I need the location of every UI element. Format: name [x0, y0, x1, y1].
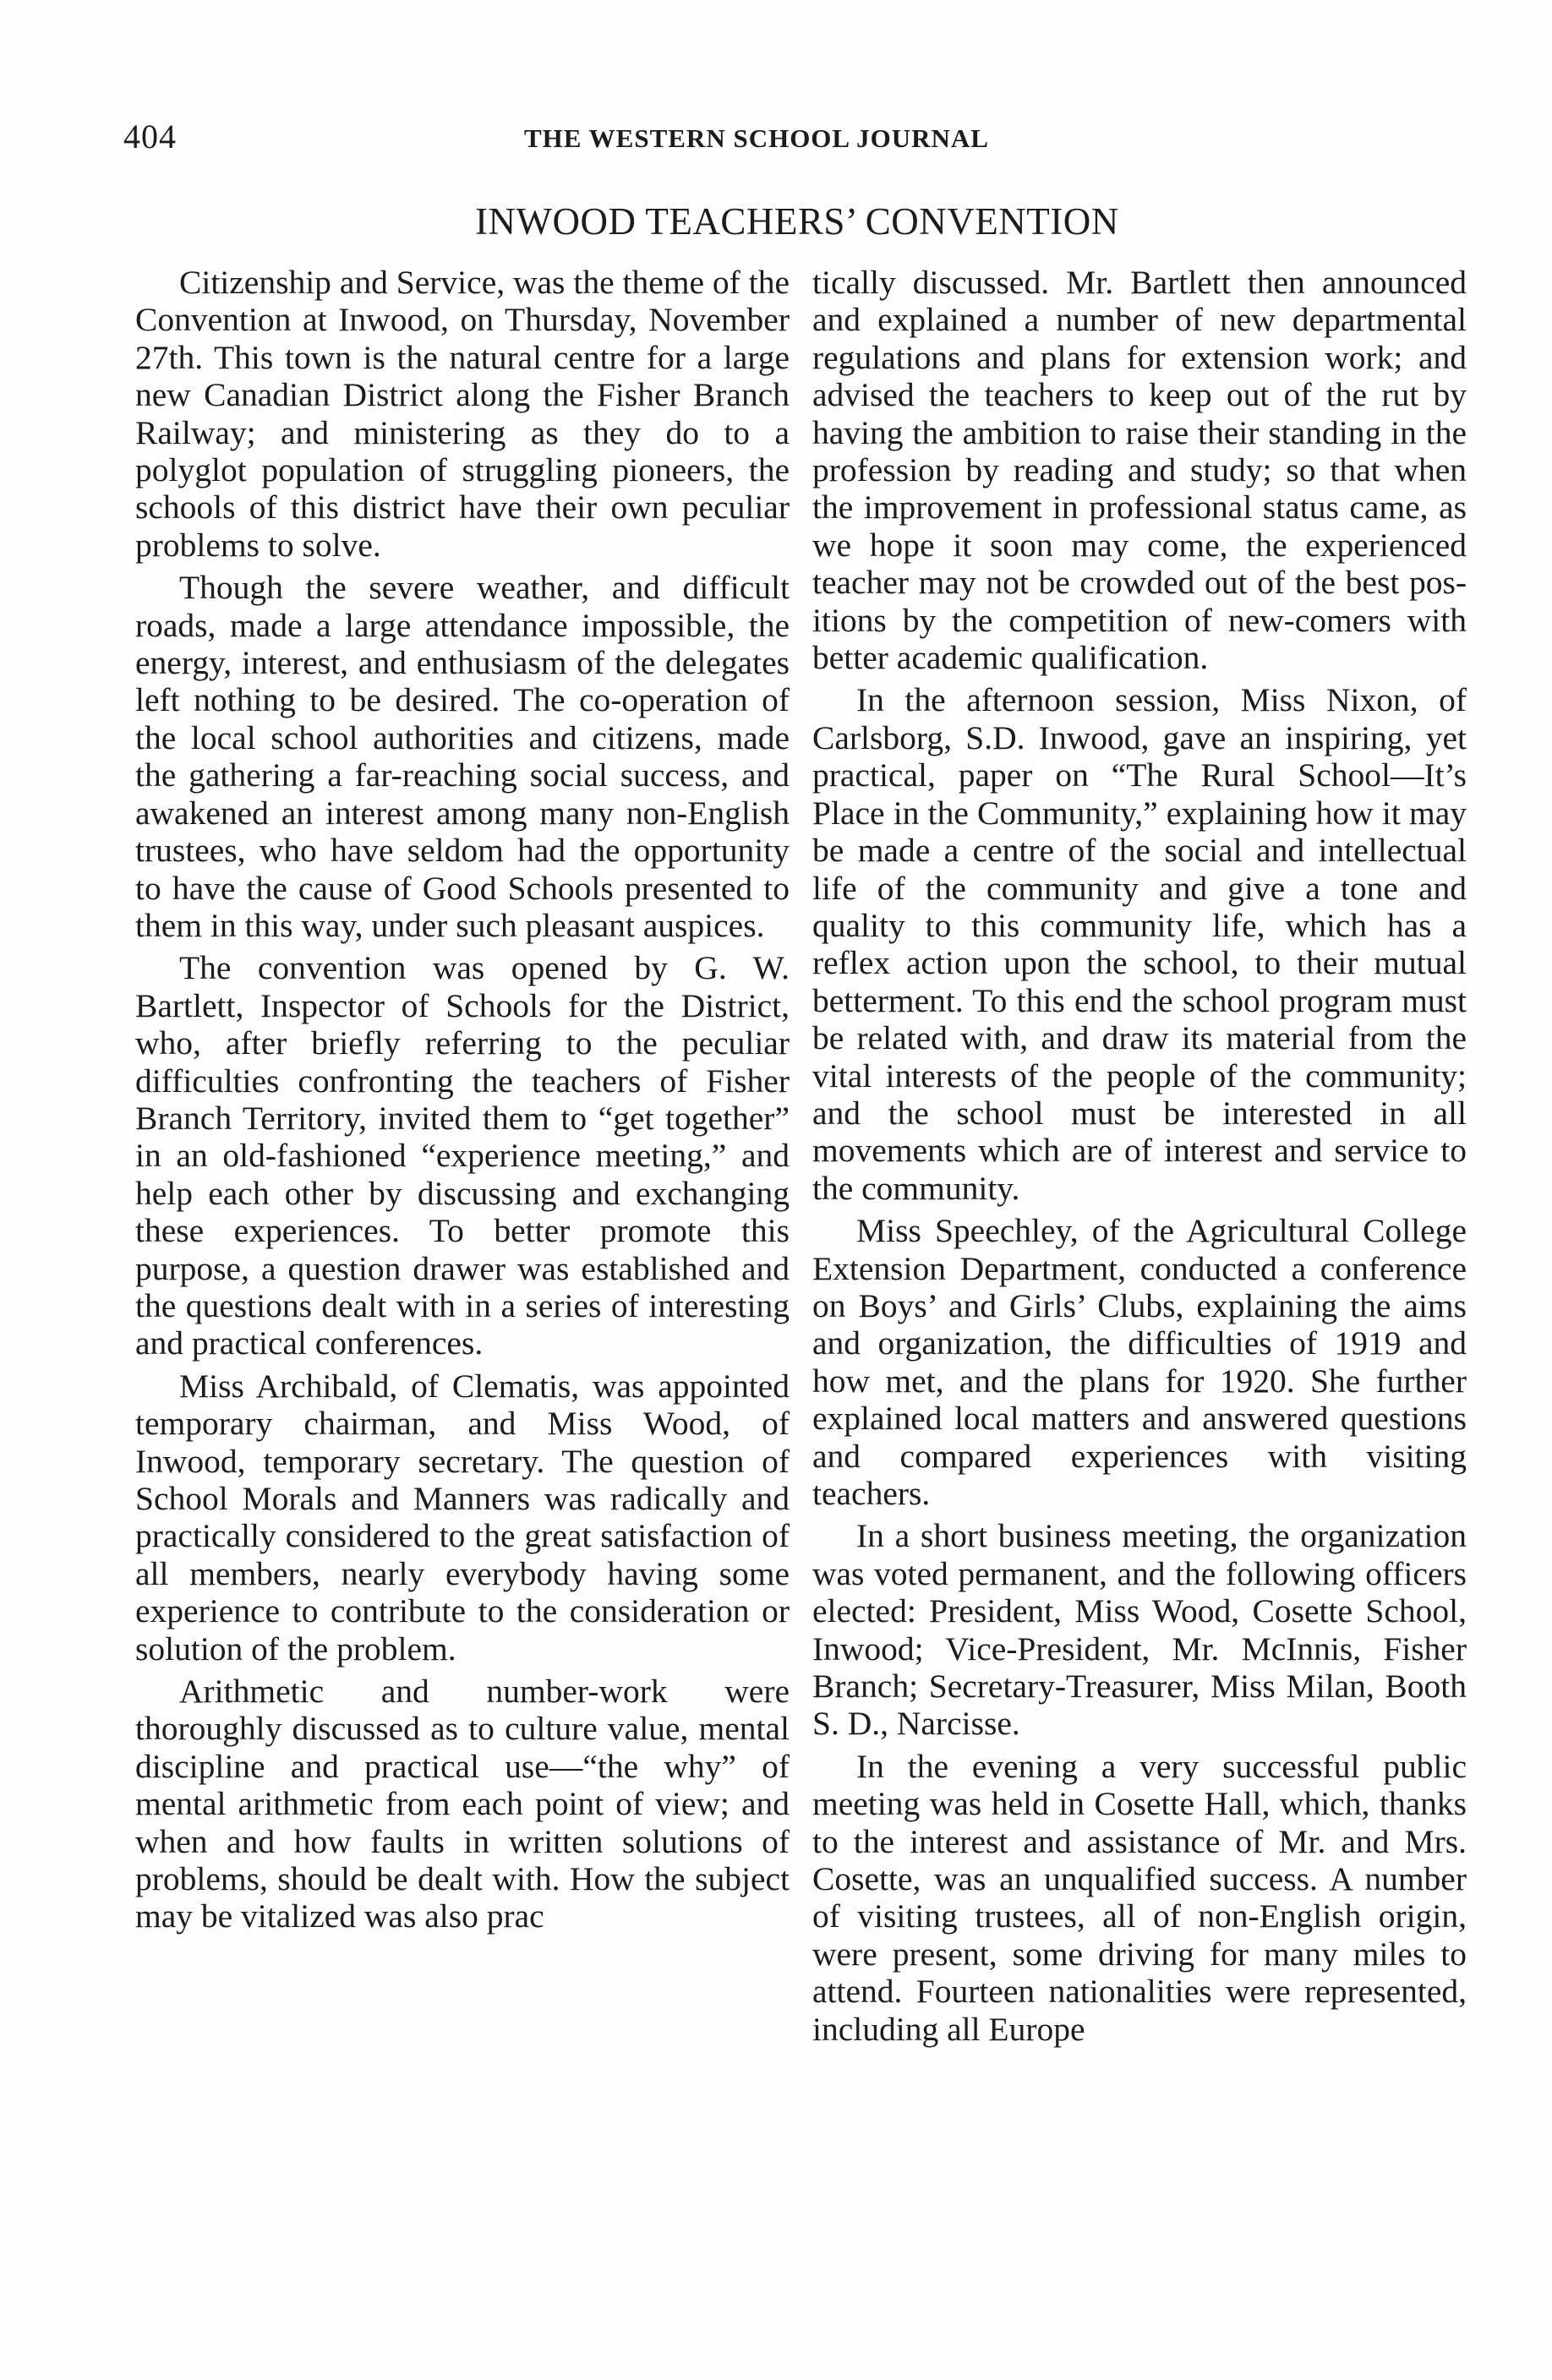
paragraph: In the evening a very successful public meeting was held in Cosette Hall, which, thanks to the interest and assistance of Mr. and Mrs. Cosette, was an unqualified success. A number of visiting trustees, all of non-English origin, were present, some driving for many miles to attend. Fourteen nationalities were represented, including all Europe [812, 1747, 1467, 2048]
page-number: 404 [123, 117, 177, 156]
paragraph: Miss Speechley, of the Agricultural College Extension Department, conducted a conference on Boys’ and Girls’ Clubs, explaining the aims and organization, the difficulties of 1919 and how met, and the plans for 1920. She further explained local matters and answered questions and compared experiences with visiting teachers. [812, 1212, 1467, 1512]
paragraph: tically discussed. Mr. Bartlett then announced and explained a number of new departmental regulations and plans for extension work; and advised the teachers to keep out of the rut by having the ambition to raise their standing in the profession by reading and study; so that when the improvement in professional status came, as we hope it soon may come, the experienced teacher may not be crowded out of the best positions by the competition of new-comers with better academic qualification. [812, 264, 1467, 677]
paragraph: Though the severe weather, and difficult roads, made a large attendance impossible, the energy, interest, and enthusiasm of the delegates left nothing to be desired. The co-operation of the local school authorities and citizens, made the gathering a far-reaching social success, and awakened an interest among many non-English trustees, who have seldom had the opportunity to have the cause of Good Schools presented to them in this way, under such pleasant auspices. [135, 569, 790, 944]
paragraph: In the afternoon session, Miss Nixon, of Carlsborg, S.D. Inwood, gave an inspiring, yet practical, paper on “The Rural School—It’s Place in the Community,” explaining how it may be made a centre of the social and intellectual life of the community and give a tone and quality to this community life, which has a reflex action upon the school, to their mutual betterment. To this end the school program must be related with, and draw its material from the vital interests of the people of the community; and the school must be interested in all movements which are of interest and service to the community. [812, 681, 1467, 1207]
paragraph: Citizenship and Service, was the theme of the Convention at Inwood, on Thursday, November 27th. This town is the natural centre for a large new Canadian District along the Fisher Branch Railway; and ministering as they do to a polyglot population of struggling pioneers, the schools of this district have their own peculiar problems to solve. [135, 264, 790, 564]
running-head: THE WESTERN SCHOOL JOURNAL [524, 123, 989, 153]
paragraph: Arithmetic and number-work were thoroughly discussed as to culture value, mental discipline and practical use—“the why” of mental arithmetic from each point of view; and when and how faults in written solutions of problems, should be dealt with. How the subject may be vitalized was also prac [135, 1673, 790, 1935]
paragraph: Miss Archibald, of Clematis, was appointed temporary chairman, and Miss Wood, of Inwood, temporary secretary. The question of School Morals and Manners was radically and practically considered to the great satisfaction of all members, nearly everybody having some experience to contribute to the consideration or solution of the problem. [135, 1367, 790, 1668]
paragraph: The convention was opened by G. W. Bartlett, Inspector of Schools for the District, who, after briefly referring to the peculiar difficulties confronting the teachers of Fisher Branch Territory, invited them to “get together” in an old-fashioned “experience meeting,” and help each other by discussing and exchanging these experiences. To better promote this purpose, a question drawer was established and the questions dealt with in a series of interesting and practical conferences. [135, 949, 790, 1362]
paragraph: In a short business meeting, the organization was voted permanent, and the following officers elected: President, Miss Wood, Cosette School, Inwood; Vice-President, Mr. McInnis, Fisher Branch; Secretary-Treasurer, Miss Milan, Booth S. D., Narcisse. [812, 1517, 1467, 1743]
article-title: INWOOD TEACHERS’ CONVENTION [475, 200, 1119, 243]
right-column [812, 264, 1467, 2053]
left-column [135, 264, 790, 1941]
